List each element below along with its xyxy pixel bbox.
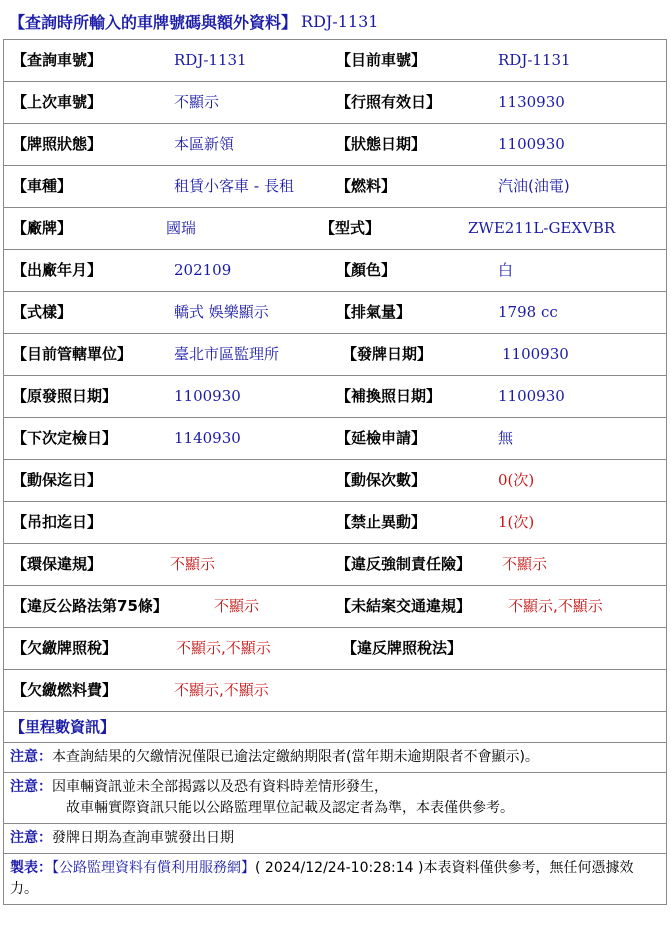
- field-label: 【未結案交通違規】: [336, 597, 472, 615]
- field-value: RDJ-1131: [498, 51, 571, 69]
- field-value: 轎式 娛樂顯示: [174, 303, 269, 321]
- field-value: 白: [498, 261, 514, 279]
- field-label: 【違反牌照稅法】: [342, 639, 463, 657]
- field-value: 租賃小客車 - 長租: [174, 177, 294, 195]
- mileage-section-title: 【里程數資訊】: [4, 711, 666, 742]
- field-value: 國瑞: [166, 219, 197, 237]
- field-value: 不顯示,不顯示: [508, 597, 603, 615]
- field-value: ZWE211L-GEXVBR: [468, 219, 616, 237]
- field-label: 【車種】: [12, 177, 73, 195]
- header-plate: RDJ-1131: [301, 11, 379, 31]
- field-label: 【目前車號】: [336, 51, 427, 69]
- field-label: 【式樣】: [12, 303, 73, 321]
- field-label: 【燃料】: [336, 177, 397, 195]
- note-3: [4, 823, 666, 853]
- field-value: 1798 cc: [498, 303, 558, 321]
- field-label: 【欠繳牌照稅】: [12, 639, 118, 657]
- info-row: [4, 502, 666, 544]
- field-label: 【延檢申請】: [336, 429, 427, 447]
- info-row: [4, 544, 666, 586]
- field-label: 【禁止異動】: [336, 513, 427, 531]
- field-value: 1100930: [498, 135, 565, 153]
- field-value: 1100930: [174, 387, 241, 405]
- info-row: [4, 460, 666, 502]
- field-value: RDJ-1131: [174, 51, 247, 69]
- field-value: 0(次): [498, 471, 535, 489]
- field-value: 1130930: [498, 93, 565, 111]
- field-value: 不顯示: [214, 597, 260, 615]
- field-value: 1100930: [498, 387, 565, 405]
- note-text: 本查詢結果的欠繳情況僅限已逾法定繳納期限者(當年期未逾期限者不會顯示)。: [52, 749, 539, 765]
- field-label: 【排氣量】: [336, 303, 412, 321]
- field-value: 汽油(油電): [498, 177, 570, 195]
- info-row: [4, 82, 666, 124]
- field-label: 【出廠年月】: [12, 261, 103, 279]
- info-row: [4, 292, 666, 334]
- note-1: [4, 742, 666, 772]
- footer-timestamp: ( 2024/12/24-10:28:14 ): [255, 860, 424, 876]
- field-label: 【行照有效日】: [336, 93, 442, 111]
- field-label: 【原發照日期】: [12, 387, 118, 405]
- note-tag: 注意：: [10, 749, 52, 765]
- info-row: [4, 334, 666, 376]
- field-value: 1100930: [502, 345, 569, 363]
- field-label: 【環保違規】: [12, 555, 103, 573]
- report-footer: [4, 853, 666, 904]
- field-value: 202109: [174, 261, 232, 279]
- field-label: 【牌照狀態】: [12, 135, 103, 153]
- field-label: 【查詢車號】: [12, 51, 103, 69]
- field-label: 【上次車號】: [12, 93, 103, 111]
- field-label: 【顏色】: [336, 261, 397, 279]
- footer-text: 本表資料僅供參考，無任何憑據效力。: [10, 860, 634, 897]
- info-row: [4, 40, 666, 82]
- field-value: 1(次): [498, 513, 535, 531]
- field-label: 【廠牌】: [12, 219, 73, 237]
- footer-tag: 製表：: [10, 860, 52, 876]
- field-value: 不顯示: [502, 555, 548, 573]
- field-label: 【下次定檢日】: [12, 429, 118, 447]
- field-label: 【欠繳燃料費】: [12, 681, 118, 699]
- service-link[interactable]: 【公路監理資料有償利用服務網】: [52, 860, 255, 876]
- field-value: 不顯示,不顯示: [176, 639, 271, 657]
- field-value: 無: [498, 429, 514, 447]
- field-label: 【補換照日期】: [336, 387, 442, 405]
- vehicle-report: [3, 3, 667, 937]
- field-label: 【型式】: [320, 219, 381, 237]
- info-row: [4, 628, 666, 670]
- info-row: [4, 208, 666, 250]
- note-text: 因車輛資訊並未全部揭露以及恐有資料時差情形發生，: [52, 779, 388, 795]
- note-text: 故車輛實際資訊只能以公路監理單位記載及認定者為準，本表僅供參考。: [66, 800, 514, 816]
- field-value: 本區新領: [174, 135, 235, 153]
- field-value: 臺北市區監理所: [174, 345, 280, 363]
- notes-section: [4, 742, 666, 853]
- field-label: 【吊扣迄日】: [12, 513, 103, 531]
- field-label: 【動保迄日】: [12, 471, 103, 489]
- field-value: 1140930: [174, 429, 241, 447]
- info-row: [4, 124, 666, 166]
- field-label: 【狀態日期】: [336, 135, 427, 153]
- query-header: [3, 3, 667, 39]
- field-label: 【違反強制責任險】: [336, 555, 472, 573]
- info-row: [4, 586, 666, 628]
- info-row: [4, 418, 666, 460]
- header-title: 【查詢時所輸入的車牌號碼與額外資料】: [9, 12, 298, 32]
- note-tag: 注意：: [10, 830, 52, 846]
- field-label: 【違反公路法第75條】: [12, 597, 168, 615]
- vehicle-info-table: [3, 39, 667, 905]
- info-row: [4, 250, 666, 292]
- info-row: [4, 376, 666, 418]
- field-value: 不顯示: [170, 555, 216, 573]
- note-tag: 注意：: [10, 779, 52, 795]
- note-2: [4, 772, 666, 823]
- field-value: 不顯示: [174, 93, 220, 111]
- field-value: 不顯示,不顯示: [174, 681, 269, 699]
- field-label: 【目前管轄單位】: [12, 345, 133, 363]
- info-row: [4, 166, 666, 208]
- note-text: 發牌日期為查詢車號發出日期: [52, 830, 234, 846]
- field-label: 【動保次數】: [336, 471, 427, 489]
- info-row: [4, 670, 666, 711]
- field-label: 【發牌日期】: [342, 345, 433, 363]
